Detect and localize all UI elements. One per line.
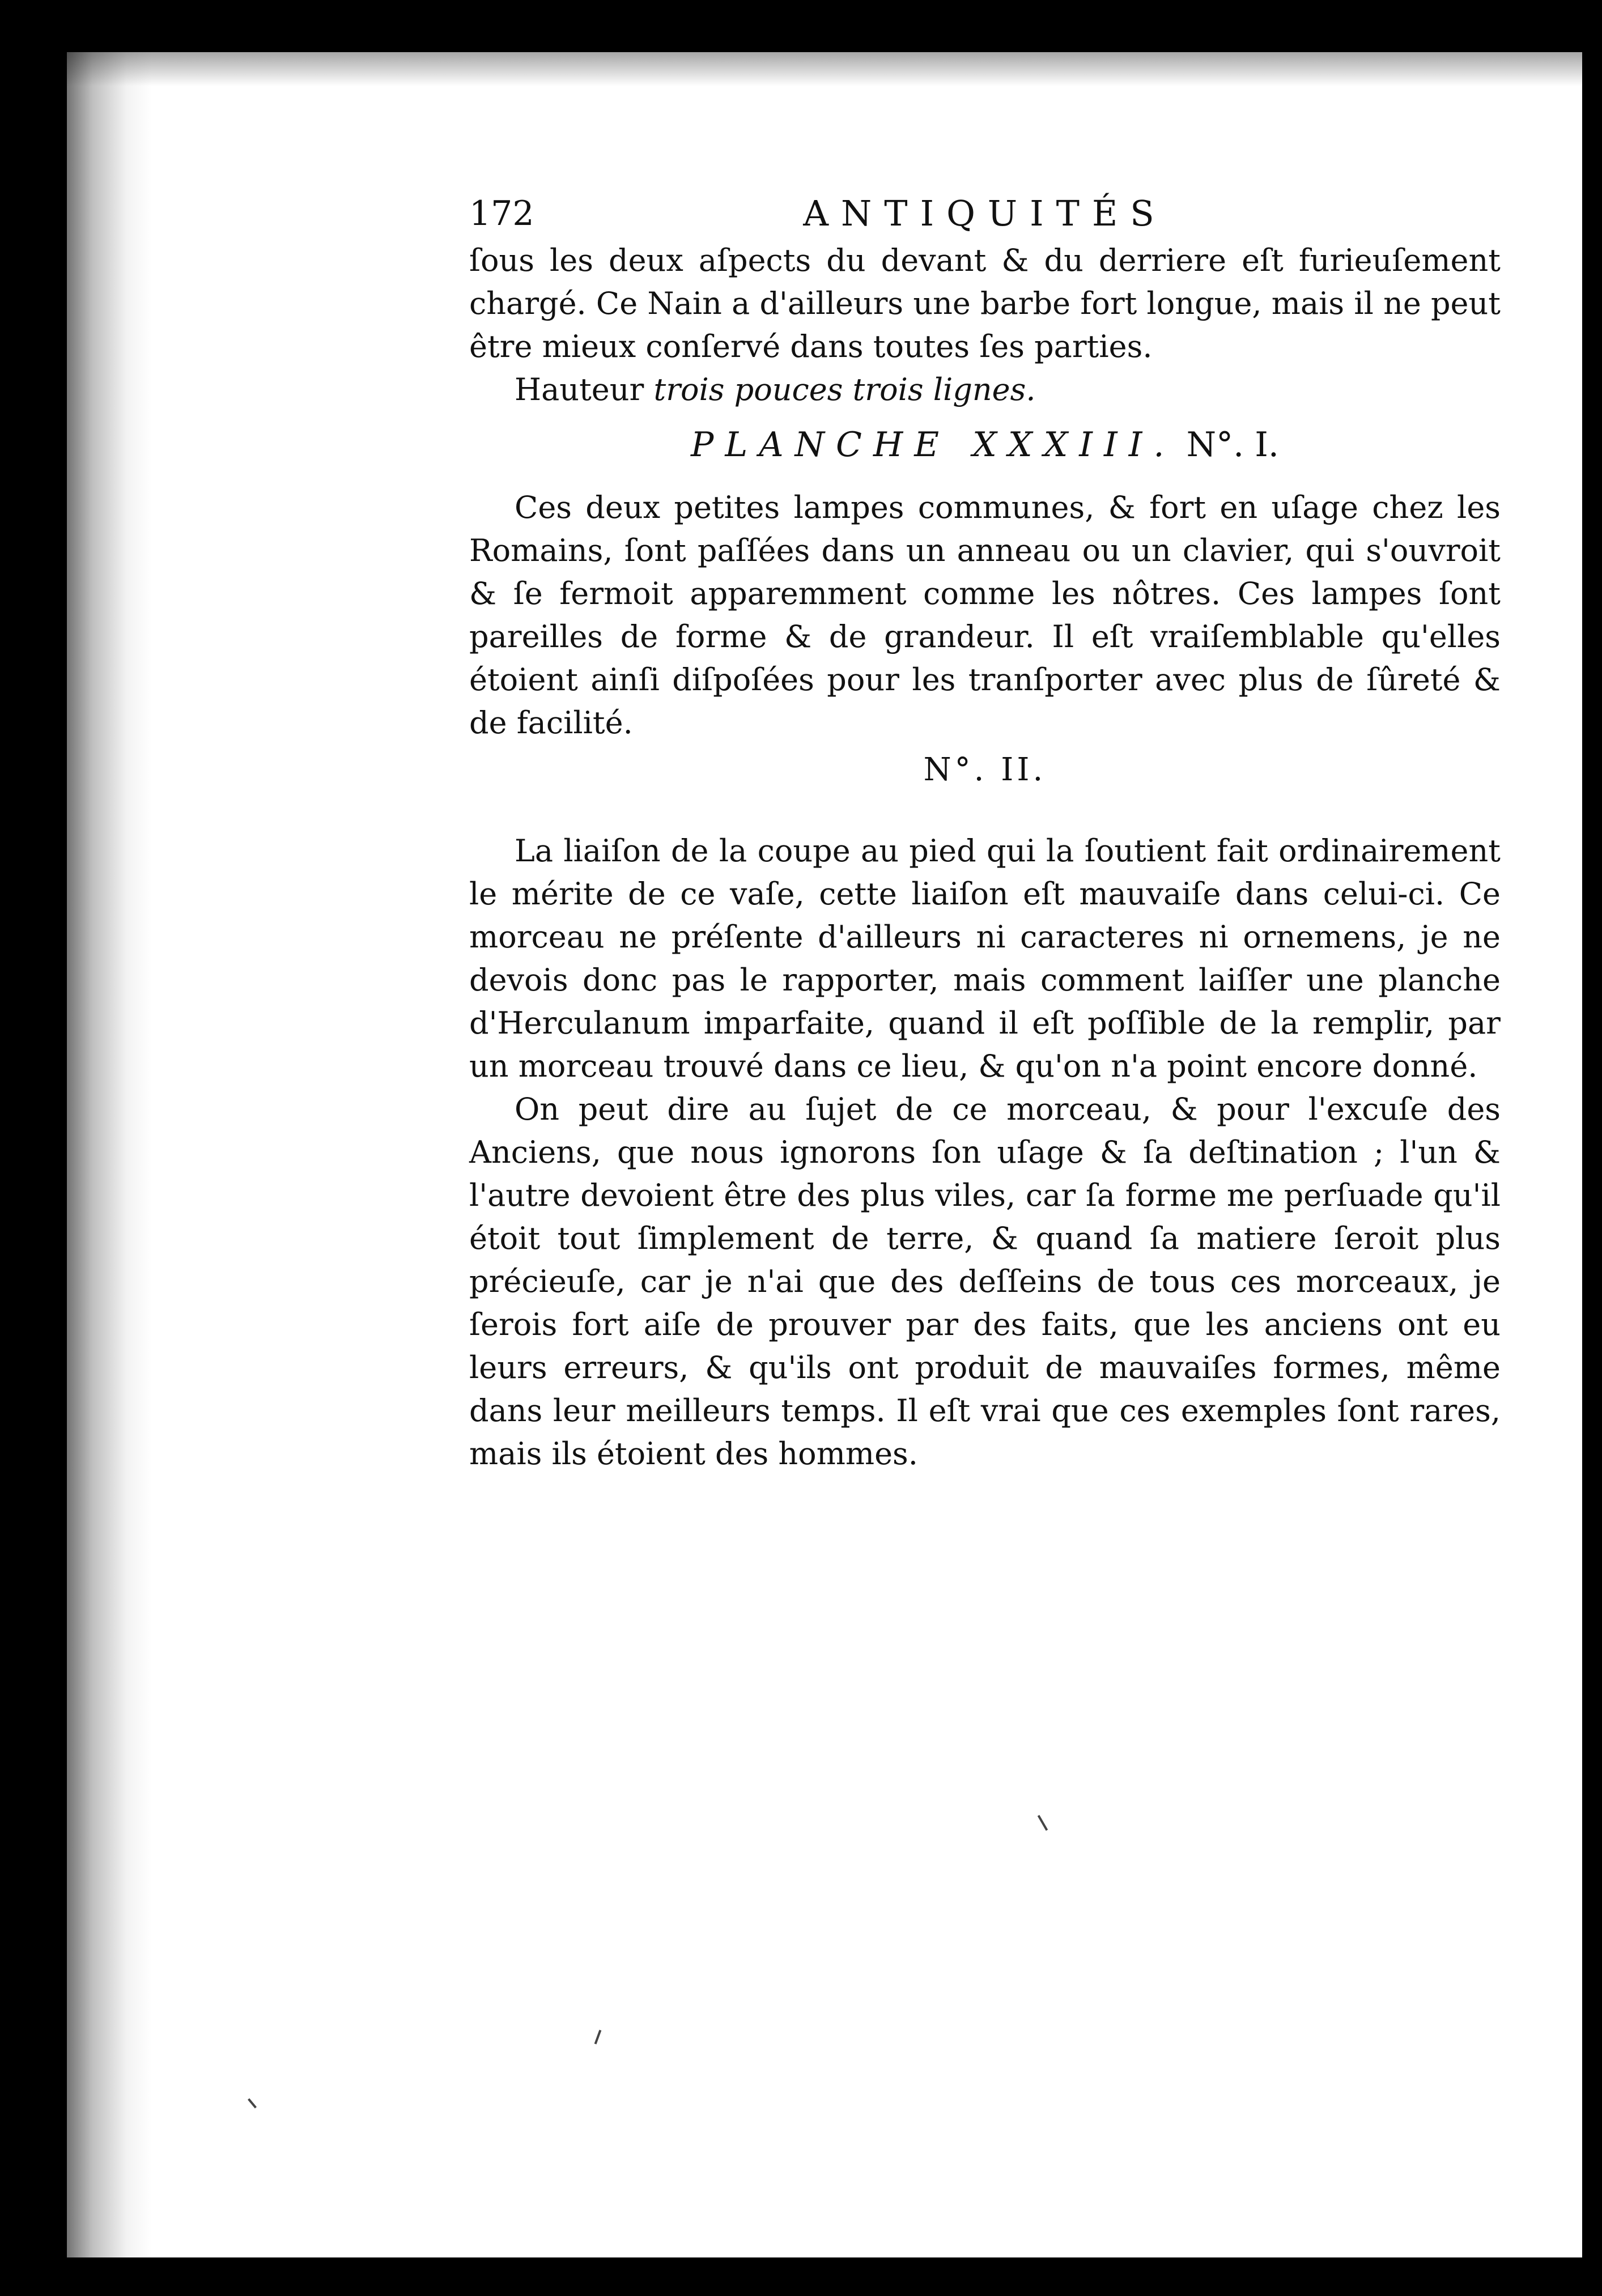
page-number: 172 (469, 194, 534, 233)
paragraph-sujet: On peut dire au ſujet de ce morceau, & pour l'excuſe des Anciens, que nous ignorons ſon uſage & ſa deſtination ; l'un & l'autre devoient être des plus viles, car ſa forme me perſuade qu'il étoit tout ſimplement de terre, & quand ſa matiere ſeroit plus précieuſe, car je n'ai que des deſſeins de tous ces morceaux, je ſerois fort aiſe de prouver par des faits, que les anciens ont eu leurs erreurs, & qu'ils ont produit de mauvaiſes formes, même dans leur meilleurs temps. Il eſt vrai que ces exemples ſont rares, mais ils étoient des hommes. (469, 1091, 1501, 1472)
paragraph-continuation: ſous les deux aſpects du devant & du derriere eſt furieuſement chargé. Ce Nain a d'ailleurs une barbe fort longue, mais il ne peut être mieux conſervé dans toutes ſes parties. (469, 243, 1501, 364)
scan-speck (594, 2030, 602, 2044)
running-head (469, 188, 1501, 239)
text-block (469, 188, 1501, 1476)
plate-heading (469, 419, 1501, 470)
page-sheet (67, 52, 1582, 2257)
scan-speck (248, 2098, 257, 2108)
height-value: trois pouces trois lignes. (653, 372, 1036, 407)
height-label: Hauteur (515, 372, 644, 407)
scan-edge-shadow-left (67, 52, 152, 2257)
scan-edge-shadow-top (67, 52, 1582, 86)
height-line (469, 368, 1501, 411)
plate-number: N°. I. (1186, 425, 1279, 465)
paragraph-lamps: Ces deux petites lampes communes, & fort en uſage chez les Romains, ſont paſſées dans un anneau ou un clavier, qui s'ouvroit & ſe fermoit apparemment comme les nôtres. Ces lampes ſont pareilles de forme & de grandeur. Il eſt vraiſemblable qu'elles étoient ainſi diſpoſées pour les tranſporter avec plus de ſûreté & de facilité. (469, 490, 1501, 741)
scan-speck (1038, 1815, 1048, 1831)
number-two-heading: N°. II. (923, 751, 1047, 788)
plate-title: PLANCHE XXXIII. (691, 425, 1176, 465)
running-title: ANTIQUITÉS (803, 193, 1167, 234)
paragraph-liaison: La liaiſon de la coupe au pied qui la ſoutient fait ordinairement le mérite de ce vaſe, cette liaiſon eſt mauvaiſe dans celui-ci. Ce morceau ne préſente d'ailleurs ni caracteres ni ornemens, je ne devois donc pas le rapporter, mais comment laiſſer une planche d'Herculanum imparfaite, quand il eſt poſſible de la remplir, par un morceau trouvé dans ce lieu, & qu'on n'a point encore donné. (469, 833, 1501, 1084)
